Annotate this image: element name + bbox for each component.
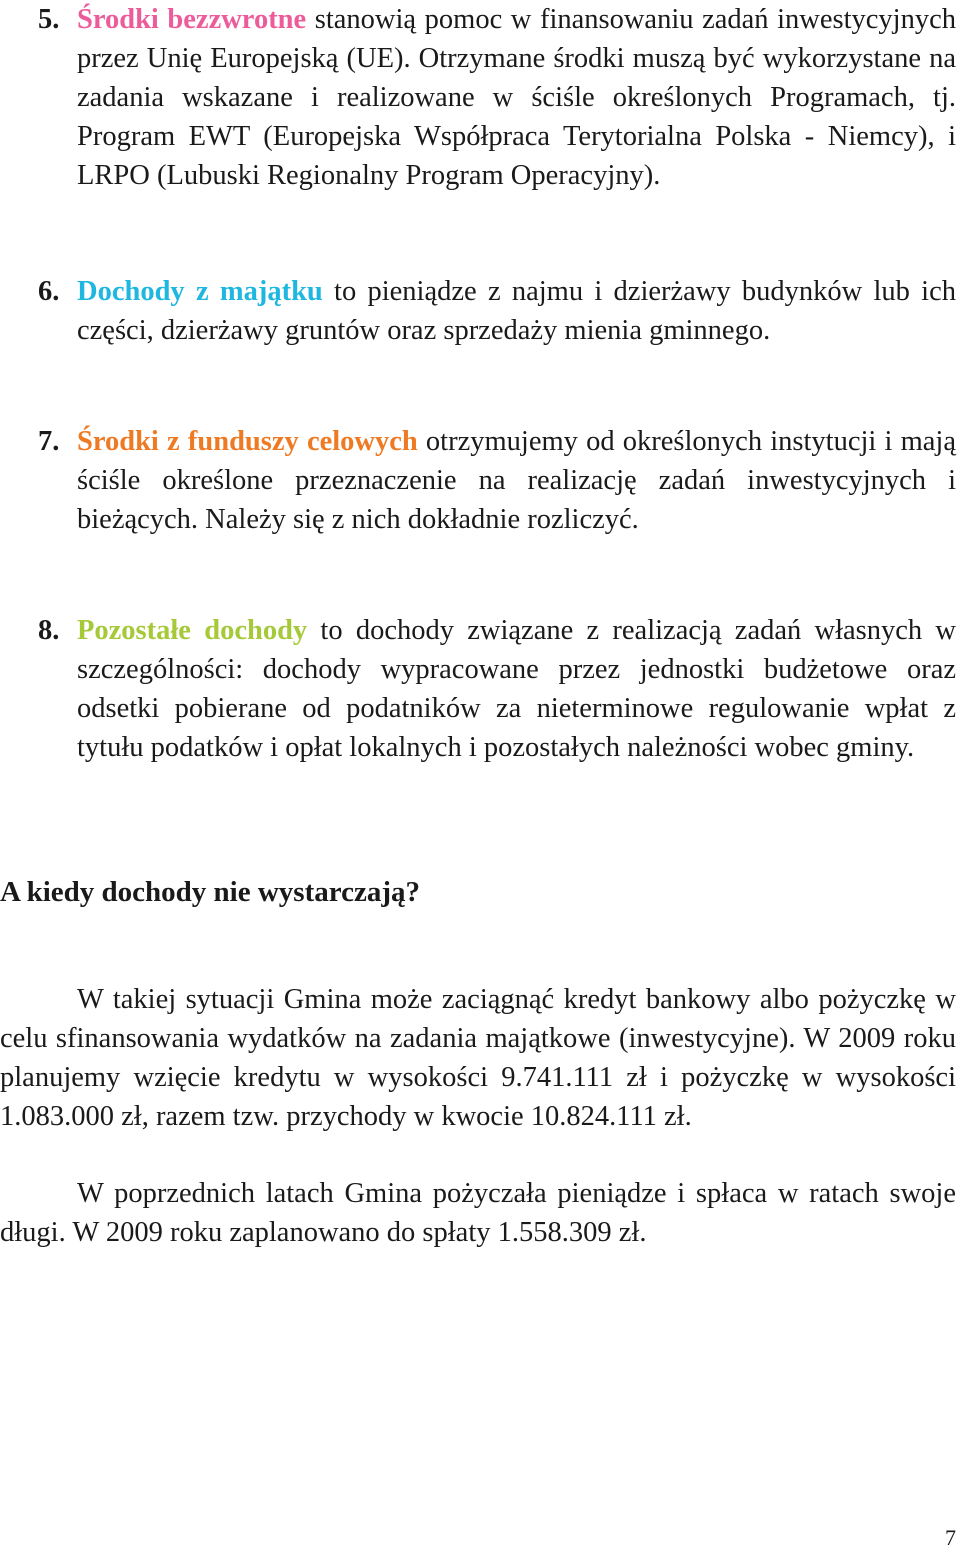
list-item-number: 8. bbox=[38, 615, 60, 646]
paragraph-text: W takiej sytuacji Gmina może zaciągnąć kredyt bankowy albo pożyczkę w celu sfinansowania wydatków na zadania majątkowe (inwestycyjne). W 2009 roku planujemy wzięcie kredytu w wysokości 9.741.111 zł i pożyczkę w wysokości 1.083.000 zł, razem tzw. przychody w kwocie 10.824.111 zł. bbox=[0, 984, 956, 1132]
list-item-highlight: Środki bezzwrotne bbox=[77, 4, 307, 35]
paragraph-repayment bbox=[0, 1174, 956, 1252]
list-item-highlight: Dochody z majątku bbox=[77, 276, 323, 307]
list-item-8 bbox=[0, 611, 956, 767]
list-item-highlight: Środki z funduszy celowych bbox=[77, 426, 418, 457]
list-item-body bbox=[77, 422, 956, 539]
list-item-number: 5. bbox=[38, 4, 60, 35]
list-item-body bbox=[77, 611, 956, 767]
list-item-5 bbox=[0, 0, 956, 195]
list-item-body bbox=[77, 272, 956, 350]
list-item-text: otrzymujemy od określonych instytucji i mają ściśle określone przeznaczenie na realizację zadań inwestycyjnych i bieżących. Należy się z nich dokładnie rozliczyć. bbox=[77, 426, 957, 535]
paragraph-text: W poprzednich latach Gmina pożyczała pieniądze i spłaca w ratach swoje długi. W 2009 roku zaplanowano do spłaty 1.558.309 zł. bbox=[0, 1178, 956, 1248]
list-item-number: 7. bbox=[38, 426, 60, 457]
list-item-6 bbox=[0, 272, 956, 350]
list-item-text: stanowią pomoc w finansowaniu zadań inwestycyjnych przez Unię Europejską (UE). Otrzymane środki muszą być wykorzystane na zadania wskazane i realizowane w ściśle określonych Programach, tj. Program EWT (Europejska Współpraca Terytorialna Polska - Niemcy), i LRPO (Lubuski Regionalny Program Operacyjny). bbox=[77, 4, 956, 191]
section-heading: A kiedy dochody nie wystarczają? bbox=[0, 876, 420, 908]
paragraph-credit bbox=[0, 980, 956, 1136]
list-item-body bbox=[77, 0, 956, 195]
list-item-number: 6. bbox=[38, 276, 60, 307]
list-item-text: to pieniądze z najmu i dzierżawy budynków lub ich części, dzierżawy gruntów oraz sprzedaży mienia gminnego. bbox=[77, 276, 956, 346]
page-number: 7 bbox=[945, 1525, 956, 1550]
list-item-text: to dochody związane z realizacją zadań własnych w szczególności: dochody wypracowane przez jednostki budżetowe oraz odsetki pobierane od podatników za nieterminowe regulowanie wpłat z tytułu podatków i opłat lokalnych i pozostałych należności wobec gminy. bbox=[77, 615, 956, 763]
list-item-7 bbox=[0, 422, 956, 539]
list-item-highlight: Pozostałe dochody bbox=[77, 615, 308, 646]
